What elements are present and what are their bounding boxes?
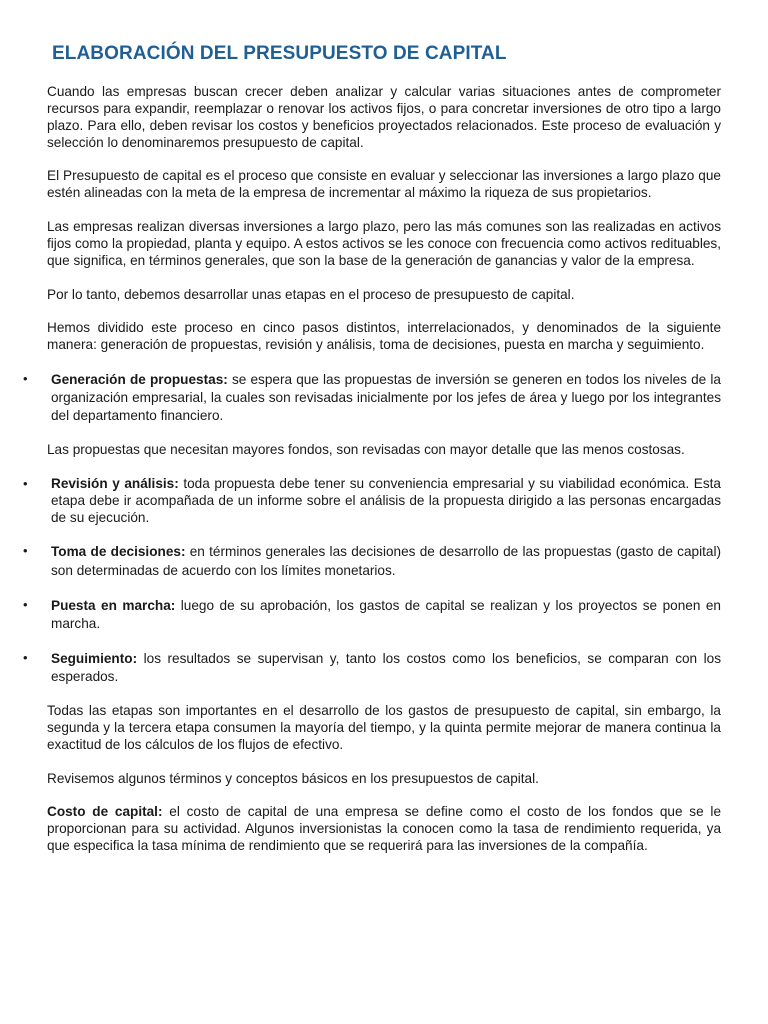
list-item-term: Toma de decisiones:	[51, 544, 186, 560]
document-title: ELABORACIÓN DEL PRESUPUESTO DE CAPITAL	[52, 43, 507, 64]
definition-text: el costo de capital de una empresa se define como el costo de los fondos que se le proporcionan para su actividad. Algunos inversionistas la conocen como la tasa de rendimiento requerida, ya que especifica la tasa mínima de rendimiento que se requerirá para las inversiones de la compañía.	[47, 804, 721, 854]
list-item-term: Puesta en marcha:	[51, 597, 176, 613]
bullet-icon: •	[23, 543, 28, 559]
list-item-text	[47, 476, 721, 527]
list-item-text	[47, 371, 721, 426]
list-item-description: en términos generales las decisiones de desarrollo de las propuestas (gasto de capital) son determinadas de acuerdo con los límites monetarios.	[51, 544, 721, 578]
paragraph-review-terms: Revisemos algunos términos y conceptos básicos en los presupuestos de capital.	[47, 770, 539, 786]
document-body	[23, 84, 721, 872]
paragraph-stages-importance: Todas las etapas son importantes en el desarrollo de los gastos de presupuesto de capital, sin embargo, la segunda y la tercera etapa consumen la mayoría del tiempo, y la quinta permite mejorar de manera continua la exactitud de los cálculos de los flujos de efectivo.	[47, 703, 721, 752]
list-item-text	[47, 543, 721, 579]
bullet-icon: •	[23, 370, 28, 386]
list-item-description: los resultados se supervisan y, tanto los costos como los beneficios, se comparan con los esperados.	[51, 650, 721, 685]
paragraph-five-steps: Hemos dividido este proceso en cinco pasos distintos, interrelacionados, y denominados de la siguiente manera: generación de propuestas, revisión y análisis, toma de decisiones, puesta en marcha y seguimiento.	[47, 320, 721, 353]
list-item-extra: Las propuestas que necesitan mayores fondos, son revisadas con mayor detalle que las menos costosas.	[47, 442, 685, 458]
paragraph-stages: Por lo tanto, debemos desarrollar unas etapas en el proceso de presupuesto de capital.	[47, 286, 575, 302]
list-item-term: Seguimiento:	[51, 650, 138, 666]
list-item-term: Revisión y análisis:	[51, 475, 179, 491]
paragraph-intro: Cuando las empresas buscan crecer deben analizar y calcular varias situaciones antes de comprometer recursos para expandir, reemplazar o renovar los activos fijos, o para concretar inversiones de otro tipo a largo plazo. Para ello, deben revisar los costos y beneficios proyectados relacionados. Este proceso de evaluación y selección lo denominaremos presupuesto de capital.	[47, 84, 721, 150]
list-item-text	[47, 650, 721, 686]
paragraph-cost-of-capital	[47, 804, 721, 855]
definition-term: Costo de capital:	[47, 804, 163, 820]
list-item	[23, 370, 721, 459]
list-item	[23, 596, 721, 633]
list-item-text	[47, 597, 721, 633]
bullet-icon: •	[23, 649, 28, 665]
bullet-icon: •	[23, 475, 28, 491]
paragraph-definition: El Presupuesto de capital es el proceso que consiste en evaluar y seleccionar las inversiones a largo plazo que estén alineadas con la meta de la empresa de incrementar al máximo la riqueza de sus propietarios.	[47, 168, 721, 201]
paragraph-investments: Las empresas realizan diversas inversiones a largo plazo, pero las más comunes son las realizadas en activos fijos como la propiedad, planta y equipo. A estos activos se les conoce con frecuencia como activos redituables, que significa, en términos generales, que son la base de la generación de ganancias y valor de la empresa.	[47, 219, 721, 268]
list-item-description: toda propuesta debe tener su conveniencia empresarial y su viabilidad económica. Esta etapa debe ir acompañada de un informe sobre el análisis de la propuesta dirigido a las personas encargadas de su ejecución.	[51, 475, 721, 525]
list-item	[23, 543, 721, 579]
list-item	[23, 475, 721, 527]
list-item-description: se espera que las propuestas de inversión se generen en todos los niveles de la organización empresarial, la cuales son revisadas inicialmente por los jefes de área y luego por los integrantes del departamento financiero.	[51, 371, 721, 424]
list-item-term: Generación de propuestas:	[51, 371, 228, 387]
list-item-description: luego de su aprobación, los gastos de capital se realizan y los proyectos se ponen en marcha.	[51, 597, 721, 631]
steps-list	[23, 370, 721, 686]
list-item	[23, 649, 721, 686]
bullet-icon: •	[23, 596, 28, 612]
